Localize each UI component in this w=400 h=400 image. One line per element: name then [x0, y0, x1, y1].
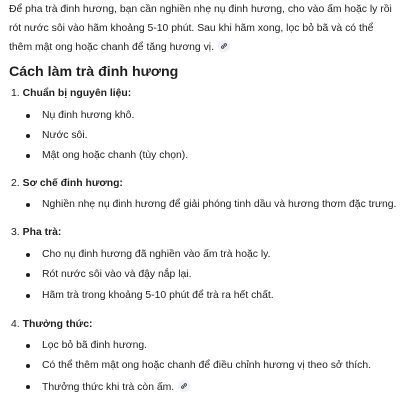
intro-text: Để pha trà đinh hương, bạn cần nghiền nhẹ nụ đinh hương, cho vào ấm hoặc ly rồi rót nước sôi vào hãm khoảng 5-10 phút. Sau khi hãm xong, lọc bỏ bã và có thể thêm mật ong hoặc chanh để tăng hương vị. [9, 4, 392, 53]
bullet-dot [26, 344, 30, 348]
section-title: Cách làm trà đinh hương [9, 64, 179, 80]
list-item-text: Nghiền nhẹ nụ đinh hương để giải phóng tinh dầu và hương thơm đặc trưng. [42, 199, 397, 210]
link-icon[interactable] [218, 40, 230, 52]
step-label: Sơ chế đinh hương: [22, 178, 123, 189]
bullet-dot [26, 385, 30, 389]
list-item-text: Có thể thêm mật ong hoặc chanh để điều chỉnh hương vị theo sở thích. [42, 360, 372, 371]
list-item-text: Cho nụ đinh hương đã nghiền vào ấm trà hoặc ly. [42, 249, 271, 260]
intro-paragraph [9, 0, 395, 57]
list-item-text: Nước sôi. [42, 130, 88, 141]
step-heading [11, 87, 131, 101]
bullet-dot [26, 154, 30, 158]
step-number: 2. [11, 178, 20, 189]
bullet-dot [26, 114, 30, 118]
list-item-text-value: Thưởng thức khi trà còn ấm. [42, 382, 175, 393]
answer-content [9, 0, 397, 393]
bullet-dot [26, 203, 30, 207]
bullet-dot [26, 134, 30, 138]
bullet-dot [26, 364, 30, 368]
list-item-text: Mật ong hoặc chanh (tùy chọn). [42, 150, 189, 161]
step-number: 1. [11, 88, 20, 99]
list-item-text: Hãm trà trong khoảng 5-10 phút để trà ra hết chất. [42, 290, 274, 301]
step-heading [11, 226, 61, 240]
bullet-dot [26, 294, 30, 298]
list-item-text [42, 380, 190, 395]
bullet-dot [26, 273, 30, 277]
link-icon[interactable] [178, 380, 190, 392]
step-label: Chuẩn bị nguyên liệu: [22, 88, 132, 99]
list-item-text: Rót nước sôi vào và đậy nắp lại. [42, 269, 192, 280]
list-item-text: Nụ đinh hương khô. [42, 110, 135, 121]
step-heading [11, 318, 92, 332]
step-number: 3. [11, 227, 20, 238]
step-number: 4. [11, 319, 20, 330]
step-heading [11, 177, 123, 191]
list-item-text: Lọc bỏ bã đinh hương. [42, 340, 148, 351]
step-label: Thưởng thức: [22, 319, 93, 330]
bullet-dot [26, 253, 30, 257]
step-label: Pha trà: [22, 227, 62, 238]
